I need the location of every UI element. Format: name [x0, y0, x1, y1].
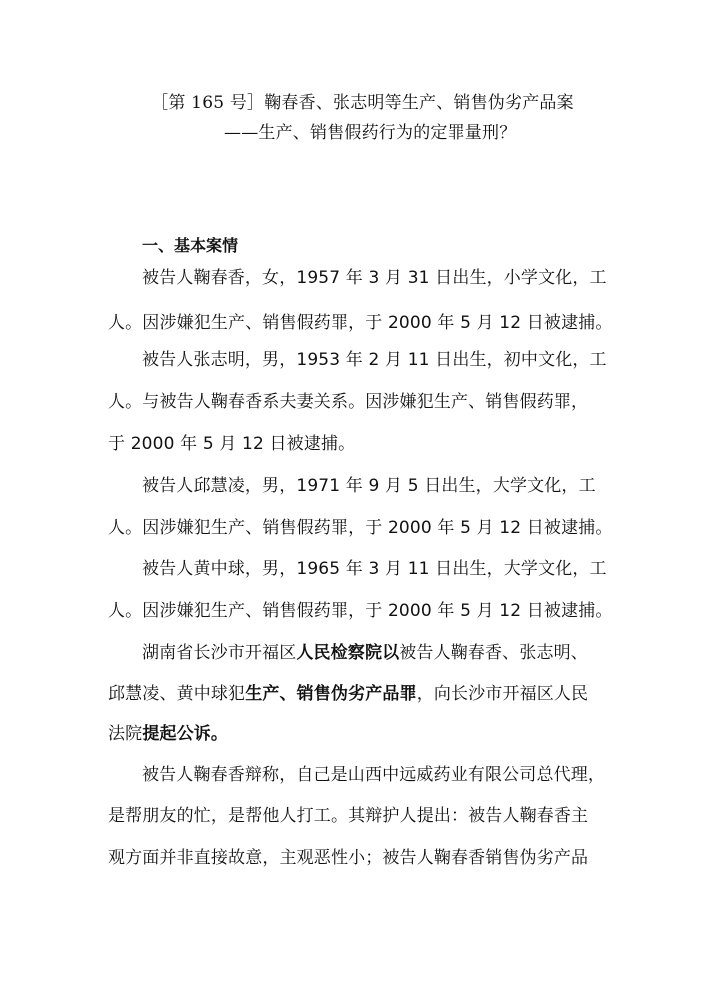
case-subtitle: ——生产、销售假药行为的定罪量刑？ — [224, 123, 517, 143]
paragraph-line: 人。因涉嫌犯生产、销售假药罪，于 2000 年 5 月 12 日被逮捕。 — [108, 601, 613, 621]
case-title: ［第 165 号］鞠春香、张志明等生产、销售伪劣产品案 — [151, 93, 574, 113]
paragraph-line: 被告人邱慧凌，男，1971 年 9 月 5 日出生，大学文化，工 — [142, 476, 596, 496]
paragraph-line: 是帮朋友的忙，是帮他人打工。其辩护人提出：被告人鞠春香主 — [108, 806, 589, 826]
paragraph-line — [142, 641, 604, 665]
text-run: 湖南省长沙市开福区 — [142, 643, 297, 663]
paragraph-line: 人。因涉嫌犯生产、销售假药罪，于 2000 年 5 月 12 日被逮捕。 — [108, 518, 613, 538]
text-run: ，向长沙市开福区人民 — [416, 684, 589, 704]
bold-text-run: 人民检察院以 — [296, 643, 400, 663]
paragraph-line: 人。与被告人鞠春香系夫妻关系。因涉嫌犯生产、销售假药罪， — [108, 392, 589, 412]
section-heading: 一、基本案情 — [142, 236, 239, 255]
text-run: 邱慧凌、黄中球犯 — [108, 684, 246, 704]
paragraph-line — [108, 722, 604, 746]
bold-text-run: 提起公诉。 — [142, 724, 229, 744]
paragraph-line: 被告人张志明，男，1953 年 2 月 11 日出生，初中文化，工 — [142, 350, 607, 370]
paragraph-line: 被告人鞠春香，女，1957 年 3 月 31 日出生，小学文化，工 — [142, 268, 607, 288]
paragraph-line: 人。因涉嫌犯生产、销售假药罪，于 2000 年 5 月 12 日被逮捕。 — [108, 313, 613, 333]
paragraph-line: 被告人鞠春香辩称，自己是山西中远威药业有限公司总代理， — [142, 765, 606, 785]
text-run: 法院 — [108, 724, 143, 744]
paragraph-line: 于 2000 年 5 月 12 日被逮捕。 — [108, 434, 356, 454]
bold-text-run: 生产、销售伪劣产品罪 — [245, 684, 417, 704]
paragraph-line — [108, 682, 604, 706]
paragraph-line: 被告人黄中球，男，1965 年 3 月 11 日出生，大学文化，工 — [142, 559, 607, 579]
paragraph-line: 观方面并非直接故意，主观恶性小；被告人鞠春香销售伪劣产品 — [108, 848, 589, 868]
text-run: 被告人鞠春香、张志明、 — [399, 643, 588, 663]
